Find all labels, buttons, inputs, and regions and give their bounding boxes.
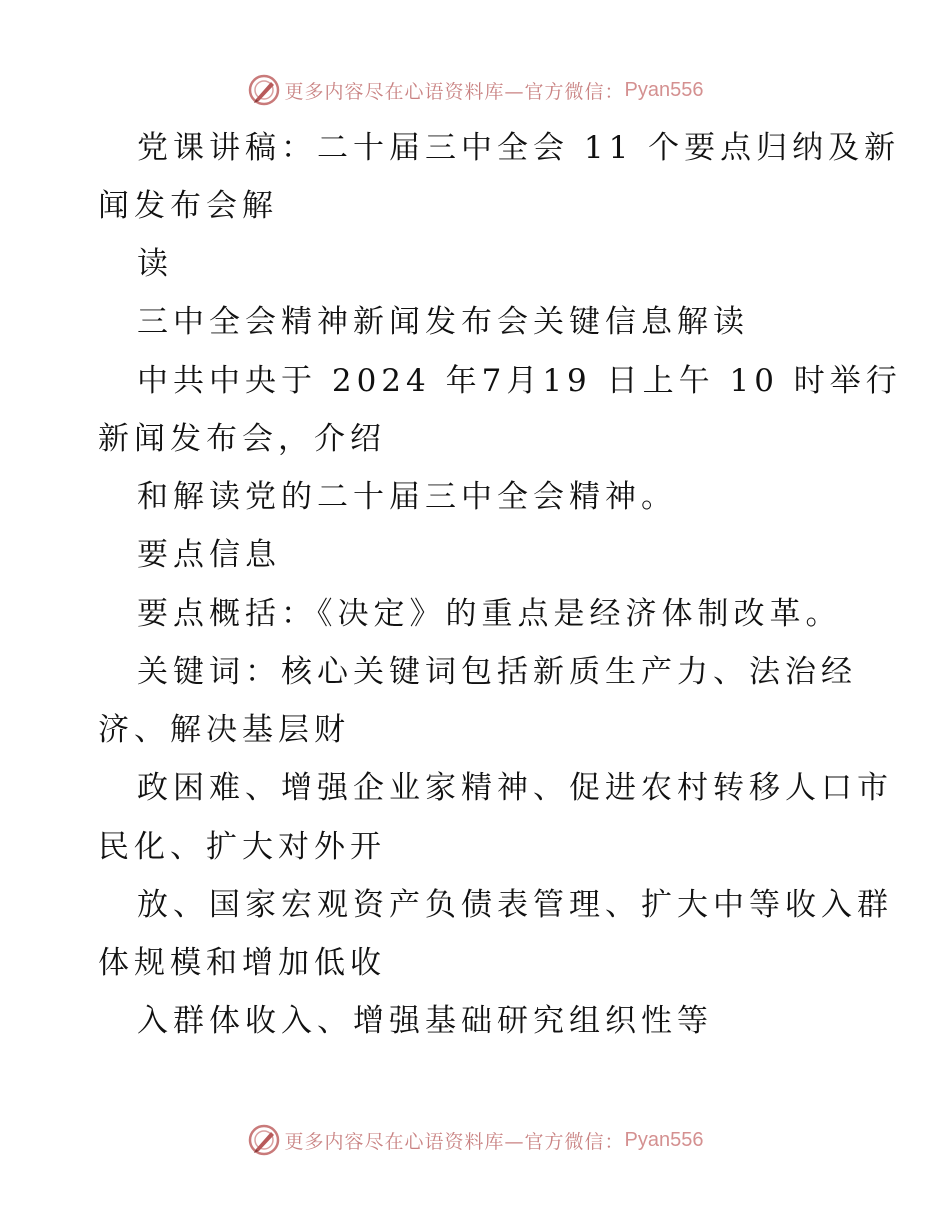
header-watermark bbox=[0, 70, 950, 110]
pen-logo-icon bbox=[247, 73, 281, 107]
subheading: 要点信息 bbox=[137, 537, 281, 573]
watermark-wechat-id: Pyan556 bbox=[624, 78, 704, 101]
watermark-text: 更多内容尽在心语资料库—官方微信： bbox=[284, 80, 625, 103]
paragraph-line: 放、国家宏观资产负债表管理、扩大中等收入群 bbox=[137, 887, 893, 923]
paragraph-line: 政困难、增强企业家精神、促进农村转移人口市 bbox=[137, 770, 893, 806]
watermark-wechat-id: Pyan556 bbox=[624, 1128, 704, 1151]
paragraph-line: 要点概括：《决定》的重点是经济体制改革。 bbox=[137, 596, 842, 632]
paragraph-line: 新闻发布会，介绍 bbox=[98, 421, 386, 457]
footer-watermark bbox=[0, 1120, 950, 1160]
title-line-3: 读 bbox=[137, 246, 173, 282]
title-line-1: 党课讲稿：二十届三中全会 11 个要点归纳及新 bbox=[137, 130, 901, 166]
paragraph-line: 入群体收入、增强基础研究组织性等 bbox=[137, 1003, 713, 1039]
title-line-2: 闻发布会解 bbox=[98, 188, 278, 224]
paragraph-line: 中共中央于 2024 年7月19 日上午 10 时举行 bbox=[137, 363, 902, 399]
paragraph-line: 济、解决基层财 bbox=[98, 712, 350, 748]
pen-logo-icon bbox=[247, 1123, 281, 1157]
paragraph-line: 体规模和增加低收 bbox=[98, 945, 386, 981]
paragraph-line: 关键词：核心关键词包括新质生产力、法治经 bbox=[137, 654, 857, 690]
paragraph-line: 民化、扩大对外开 bbox=[98, 829, 386, 865]
paragraph-line: 和解读党的二十届三中全会精神。 bbox=[137, 479, 677, 515]
watermark-text: 更多内容尽在心语资料库—官方微信： bbox=[284, 1130, 625, 1153]
section-heading: 三中全会精神新闻发布会关键信息解读 bbox=[137, 304, 749, 340]
